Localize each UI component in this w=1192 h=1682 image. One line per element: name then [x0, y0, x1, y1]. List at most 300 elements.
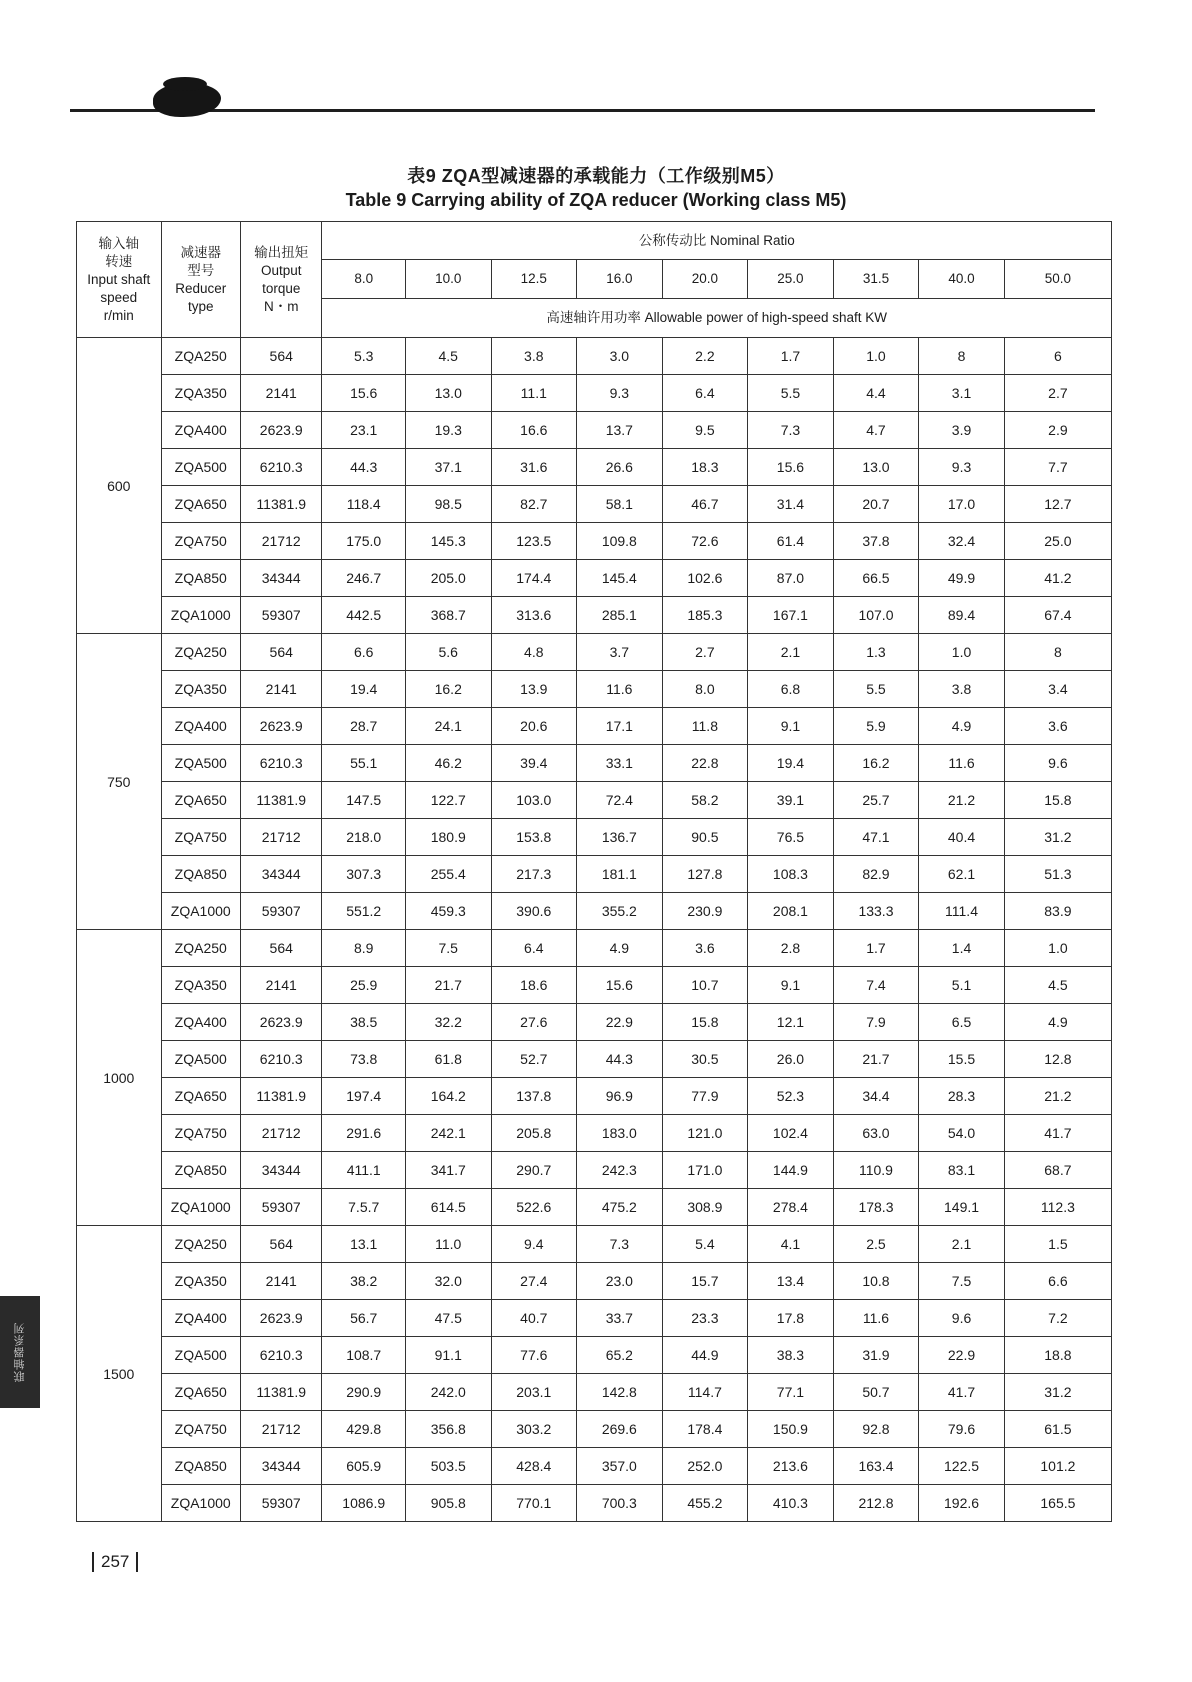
- power-value-cell: 61.8: [405, 1041, 491, 1078]
- power-value-cell: 142.8: [577, 1374, 663, 1411]
- power-value-cell: 13.0: [833, 449, 919, 486]
- power-value-cell: 459.3: [405, 893, 491, 930]
- power-value-cell: 5.3: [322, 338, 406, 375]
- power-value-cell: 341.7: [405, 1152, 491, 1189]
- power-value-cell: 307.3: [322, 856, 406, 893]
- header-rule: [70, 109, 1095, 112]
- power-value-cell: 313.6: [491, 597, 577, 634]
- power-value-cell: 217.3: [491, 856, 577, 893]
- power-value-cell: 41.2: [1004, 560, 1111, 597]
- power-value-cell: 178.4: [662, 1411, 748, 1448]
- power-value-cell: 51.3: [1004, 856, 1111, 893]
- power-value-cell: 6.6: [1004, 1263, 1111, 1300]
- power-value-cell: 40.7: [491, 1300, 577, 1337]
- power-value-cell: 37.1: [405, 449, 491, 486]
- power-value-cell: 26.0: [748, 1041, 834, 1078]
- power-value-cell: 429.8: [322, 1411, 406, 1448]
- power-value-cell: 4.7: [833, 412, 919, 449]
- power-value-cell: 2.2: [662, 338, 748, 375]
- power-value-cell: 185.3: [662, 597, 748, 634]
- power-value-cell: 3.8: [491, 338, 577, 375]
- table-row: [77, 930, 1112, 967]
- power-value-cell: 153.8: [491, 819, 577, 856]
- reducer-type-cell: ZQA400: [161, 1300, 240, 1337]
- power-value-cell: 4.9: [919, 708, 1005, 745]
- reducer-type-cell: ZQA650: [161, 486, 240, 523]
- power-value-cell: 54.0: [919, 1115, 1005, 1152]
- power-value-cell: 61.4: [748, 523, 834, 560]
- reducer-type-cell: ZQA500: [161, 745, 240, 782]
- table-body: [77, 338, 1112, 1522]
- output-torque-cell: 21712: [240, 1115, 321, 1152]
- output-torque-cell: 564: [240, 338, 321, 375]
- power-value-cell: 163.4: [833, 1448, 919, 1485]
- power-value-cell: 33.1: [577, 745, 663, 782]
- power-value-cell: 7.9: [833, 1004, 919, 1041]
- power-value-cell: 47.1: [833, 819, 919, 856]
- power-value-cell: 16.6: [491, 412, 577, 449]
- power-value-cell: 7.3: [748, 412, 834, 449]
- output-torque-cell: 6210.3: [240, 745, 321, 782]
- table-row: [77, 708, 1112, 745]
- power-value-cell: 614.5: [405, 1189, 491, 1226]
- power-value-cell: 9.4: [491, 1226, 577, 1263]
- power-value-cell: 1.5: [1004, 1226, 1111, 1263]
- power-value-cell: 6.8: [748, 671, 834, 708]
- table-row: [77, 782, 1112, 819]
- power-value-cell: 137.8: [491, 1078, 577, 1115]
- power-value-cell: 98.5: [405, 486, 491, 523]
- power-value-cell: 6.5: [919, 1004, 1005, 1041]
- capacity-table: [76, 221, 1112, 1522]
- table-row: [77, 856, 1112, 893]
- table-row: [77, 1152, 1112, 1189]
- power-value-cell: 150.9: [748, 1411, 834, 1448]
- power-value-cell: 33.7: [577, 1300, 663, 1337]
- power-value-cell: 252.0: [662, 1448, 748, 1485]
- power-value-cell: 1.3: [833, 634, 919, 671]
- reducer-type-cell: ZQA350: [161, 375, 240, 412]
- header-output-torque: 输出扭矩 Output torque N・m: [240, 222, 321, 338]
- power-value-cell: 77.1: [748, 1374, 834, 1411]
- power-value-cell: 3.8: [919, 671, 1005, 708]
- power-value-cell: 66.5: [833, 560, 919, 597]
- power-value-cell: 73.8: [322, 1041, 406, 1078]
- output-torque-cell: 564: [240, 1226, 321, 1263]
- ratio-header-cell: 50.0: [1004, 260, 1111, 299]
- power-value-cell: 3.6: [1004, 708, 1111, 745]
- power-value-cell: 83.1: [919, 1152, 1005, 1189]
- power-value-cell: 11.8: [662, 708, 748, 745]
- power-value-cell: 133.3: [833, 893, 919, 930]
- power-value-cell: 55.1: [322, 745, 406, 782]
- header-allowable-power: 高速轴许用功率 Allowable power of high-speed shaft KW: [322, 299, 1112, 338]
- ratio-header-cell: 20.0: [662, 260, 748, 299]
- header-reducer-type: 减速器 型号 Reducer type: [161, 222, 240, 338]
- table-row: [77, 1411, 1112, 1448]
- power-value-cell: 290.7: [491, 1152, 577, 1189]
- reducer-type-cell: ZQA850: [161, 1152, 240, 1189]
- power-value-cell: 49.9: [919, 560, 1005, 597]
- power-value-cell: 114.7: [662, 1374, 748, 1411]
- power-value-cell: 18.8: [1004, 1337, 1111, 1374]
- power-value-cell: 52.7: [491, 1041, 577, 1078]
- table-row: [77, 671, 1112, 708]
- power-value-cell: 41.7: [1004, 1115, 1111, 1152]
- table-row: [77, 745, 1112, 782]
- power-value-cell: 11.6: [833, 1300, 919, 1337]
- power-value-cell: 9.1: [748, 967, 834, 1004]
- power-value-cell: 118.4: [322, 486, 406, 523]
- power-value-cell: 3.6: [662, 930, 748, 967]
- power-value-cell: 12.7: [1004, 486, 1111, 523]
- power-value-cell: 551.2: [322, 893, 406, 930]
- power-value-cell: 6: [1004, 338, 1111, 375]
- power-value-cell: 28.7: [322, 708, 406, 745]
- power-value-cell: 76.5: [748, 819, 834, 856]
- power-value-cell: 5.9: [833, 708, 919, 745]
- power-value-cell: 23.1: [322, 412, 406, 449]
- power-value-cell: 38.3: [748, 1337, 834, 1374]
- power-value-cell: 62.1: [919, 856, 1005, 893]
- reducer-type-cell: ZQA650: [161, 1078, 240, 1115]
- power-value-cell: 7.2: [1004, 1300, 1111, 1337]
- output-torque-cell: 59307: [240, 597, 321, 634]
- power-value-cell: 82.7: [491, 486, 577, 523]
- table-row: [77, 1448, 1112, 1485]
- table-row: [77, 597, 1112, 634]
- power-value-cell: 1.4: [919, 930, 1005, 967]
- power-value-cell: 17.8: [748, 1300, 834, 1337]
- power-value-cell: 17.0: [919, 486, 1005, 523]
- power-value-cell: 47.5: [405, 1300, 491, 1337]
- power-value-cell: 205.0: [405, 560, 491, 597]
- power-value-cell: 269.6: [577, 1411, 663, 1448]
- table-row: [77, 1300, 1112, 1337]
- power-value-cell: 20.6: [491, 708, 577, 745]
- power-value-cell: 96.9: [577, 1078, 663, 1115]
- power-value-cell: 2.1: [919, 1226, 1005, 1263]
- power-value-cell: 58.2: [662, 782, 748, 819]
- output-torque-cell: 34344: [240, 856, 321, 893]
- power-value-cell: 1.0: [1004, 930, 1111, 967]
- reducer-type-cell: ZQA350: [161, 671, 240, 708]
- table-row: [77, 634, 1112, 671]
- power-value-cell: 65.2: [577, 1337, 663, 1374]
- output-torque-cell: 2141: [240, 375, 321, 412]
- reducer-type-cell: ZQA1000: [161, 1189, 240, 1226]
- power-value-cell: 167.1: [748, 597, 834, 634]
- power-value-cell: 82.9: [833, 856, 919, 893]
- power-value-cell: 25.0: [1004, 523, 1111, 560]
- power-value-cell: 102.4: [748, 1115, 834, 1152]
- power-value-cell: 25.7: [833, 782, 919, 819]
- power-value-cell: 91.1: [405, 1337, 491, 1374]
- reducer-type-cell: ZQA500: [161, 1041, 240, 1078]
- power-value-cell: 218.0: [322, 819, 406, 856]
- output-torque-cell: 59307: [240, 1189, 321, 1226]
- power-value-cell: 411.1: [322, 1152, 406, 1189]
- power-value-cell: 27.4: [491, 1263, 577, 1300]
- header-nominal-ratio: 公称传动比 Nominal Ratio: [322, 222, 1112, 260]
- power-value-cell: 410.3: [748, 1485, 834, 1522]
- power-value-cell: 147.5: [322, 782, 406, 819]
- input-speed-cell: 1000: [77, 930, 162, 1226]
- power-value-cell: 1.7: [833, 930, 919, 967]
- power-value-cell: 278.4: [748, 1189, 834, 1226]
- power-value-cell: 9.6: [919, 1300, 1005, 1337]
- power-value-cell: 9.3: [577, 375, 663, 412]
- power-value-cell: 92.8: [833, 1411, 919, 1448]
- power-value-cell: 20.7: [833, 486, 919, 523]
- power-value-cell: 19.4: [748, 745, 834, 782]
- power-value-cell: 12.8: [1004, 1041, 1111, 1078]
- reducer-type-cell: ZQA1000: [161, 597, 240, 634]
- power-value-cell: 1.7: [748, 338, 834, 375]
- power-value-cell: 9.5: [662, 412, 748, 449]
- power-value-cell: 6.4: [662, 375, 748, 412]
- table-title-english: Table 9 Carrying ability of ZQA reducer (Working class M5): [345, 190, 847, 210]
- power-value-cell: 175.0: [322, 523, 406, 560]
- reducer-type-cell: ZQA750: [161, 1115, 240, 1152]
- power-value-cell: 8.9: [322, 930, 406, 967]
- output-torque-cell: 34344: [240, 1448, 321, 1485]
- power-value-cell: 7.4: [833, 967, 919, 1004]
- power-value-cell: 24.1: [405, 708, 491, 745]
- power-value-cell: 52.3: [748, 1078, 834, 1115]
- power-value-cell: 355.2: [577, 893, 663, 930]
- table-row: [77, 486, 1112, 523]
- table-title-chinese: 表9 ZQA型减速器的承载能力（工作级别M5）: [407, 166, 785, 186]
- power-value-cell: 242.3: [577, 1152, 663, 1189]
- power-value-cell: 46.2: [405, 745, 491, 782]
- power-value-cell: 32.4: [919, 523, 1005, 560]
- power-value-cell: 11.1: [491, 375, 577, 412]
- power-value-cell: 178.3: [833, 1189, 919, 1226]
- output-torque-cell: 6210.3: [240, 1041, 321, 1078]
- power-value-cell: 15.8: [662, 1004, 748, 1041]
- power-value-cell: 4.9: [577, 930, 663, 967]
- power-value-cell: 203.1: [491, 1374, 577, 1411]
- power-value-cell: 2.7: [1004, 375, 1111, 412]
- page-number: 257: [92, 1552, 138, 1572]
- power-value-cell: 108.7: [322, 1337, 406, 1374]
- power-value-cell: 110.9: [833, 1152, 919, 1189]
- power-value-cell: 12.1: [748, 1004, 834, 1041]
- ratio-header-cell: 16.0: [577, 260, 663, 299]
- power-value-cell: 112.3: [1004, 1189, 1111, 1226]
- power-value-cell: 23.3: [662, 1300, 748, 1337]
- power-value-cell: 6.6: [322, 634, 406, 671]
- power-value-cell: 770.1: [491, 1485, 577, 1522]
- power-value-cell: 605.9: [322, 1448, 406, 1485]
- power-value-cell: 56.7: [322, 1300, 406, 1337]
- reducer-type-cell: ZQA250: [161, 338, 240, 375]
- power-value-cell: 15.6: [748, 449, 834, 486]
- ratio-header-cell: 40.0: [919, 260, 1005, 299]
- power-value-cell: 30.5: [662, 1041, 748, 1078]
- power-value-cell: 23.0: [577, 1263, 663, 1300]
- input-speed-cell: 750: [77, 634, 162, 930]
- power-value-cell: 905.8: [405, 1485, 491, 1522]
- table-row: [77, 375, 1112, 412]
- power-value-cell: 5.6: [405, 634, 491, 671]
- power-value-cell: 5.4: [662, 1226, 748, 1263]
- power-value-cell: 442.5: [322, 597, 406, 634]
- power-value-cell: 10.8: [833, 1263, 919, 1300]
- reducer-type-cell: ZQA350: [161, 967, 240, 1004]
- power-value-cell: 17.1: [577, 708, 663, 745]
- power-value-cell: 4.5: [405, 338, 491, 375]
- output-torque-cell: 21712: [240, 523, 321, 560]
- power-value-cell: 9.1: [748, 708, 834, 745]
- output-torque-cell: 34344: [240, 560, 321, 597]
- power-value-cell: 455.2: [662, 1485, 748, 1522]
- input-speed-cell: 1500: [77, 1226, 162, 1522]
- power-value-cell: 19.4: [322, 671, 406, 708]
- power-value-cell: 22.9: [919, 1337, 1005, 1374]
- power-value-cell: 9.3: [919, 449, 1005, 486]
- power-value-cell: 368.7: [405, 597, 491, 634]
- power-value-cell: 31.2: [1004, 1374, 1111, 1411]
- reducer-type-cell: ZQA250: [161, 634, 240, 671]
- power-value-cell: 1.0: [833, 338, 919, 375]
- power-value-cell: 13.0: [405, 375, 491, 412]
- power-value-cell: 174.4: [491, 560, 577, 597]
- power-value-cell: 32.0: [405, 1263, 491, 1300]
- output-torque-cell: 59307: [240, 1485, 321, 1522]
- table-row: [77, 338, 1112, 375]
- power-value-cell: 145.4: [577, 560, 663, 597]
- table-row: [77, 1226, 1112, 1263]
- power-value-cell: 7.5: [919, 1263, 1005, 1300]
- power-value-cell: 7.3: [577, 1226, 663, 1263]
- power-value-cell: 25.9: [322, 967, 406, 1004]
- power-value-cell: 26.6: [577, 449, 663, 486]
- reducer-type-cell: ZQA850: [161, 856, 240, 893]
- reducer-type-cell: ZQA1000: [161, 1485, 240, 1522]
- power-value-cell: 39.1: [748, 782, 834, 819]
- power-value-cell: 3.7: [577, 634, 663, 671]
- power-value-cell: 44.3: [577, 1041, 663, 1078]
- reducer-type-cell: ZQA250: [161, 930, 240, 967]
- power-value-cell: 21.2: [919, 782, 1005, 819]
- power-value-cell: 10.7: [662, 967, 748, 1004]
- power-value-cell: 18.6: [491, 967, 577, 1004]
- power-value-cell: 136.7: [577, 819, 663, 856]
- power-value-cell: 107.0: [833, 597, 919, 634]
- table-row: [77, 967, 1112, 1004]
- power-value-cell: 77.9: [662, 1078, 748, 1115]
- power-value-cell: 90.5: [662, 819, 748, 856]
- side-tab: [0, 1296, 40, 1408]
- reducer-type-cell: ZQA350: [161, 1263, 240, 1300]
- output-torque-cell: 11381.9: [240, 782, 321, 819]
- power-value-cell: 15.6: [322, 375, 406, 412]
- power-value-cell: 522.6: [491, 1189, 577, 1226]
- power-value-cell: 2.8: [748, 930, 834, 967]
- power-value-cell: 19.3: [405, 412, 491, 449]
- power-value-cell: 5.5: [748, 375, 834, 412]
- power-value-cell: 11.6: [919, 745, 1005, 782]
- input-speed-cell: 600: [77, 338, 162, 634]
- power-value-cell: 46.7: [662, 486, 748, 523]
- power-value-cell: 79.6: [919, 1411, 1005, 1448]
- ratio-header-cell: 8.0: [322, 260, 406, 299]
- power-value-cell: 31.6: [491, 449, 577, 486]
- power-value-cell: 7.5.7: [322, 1189, 406, 1226]
- power-value-cell: 11.0: [405, 1226, 491, 1263]
- output-torque-cell: 59307: [240, 893, 321, 930]
- power-value-cell: 16.2: [405, 671, 491, 708]
- table-row: [77, 560, 1112, 597]
- power-value-cell: 13.1: [322, 1226, 406, 1263]
- power-value-cell: 50.7: [833, 1374, 919, 1411]
- reducer-type-cell: ZQA650: [161, 782, 240, 819]
- power-value-cell: 18.3: [662, 449, 748, 486]
- ratio-header-cell: 10.0: [405, 260, 491, 299]
- table-row: [77, 1374, 1112, 1411]
- table-row: [77, 412, 1112, 449]
- power-value-cell: 68.7: [1004, 1152, 1111, 1189]
- power-value-cell: 5.5: [833, 671, 919, 708]
- power-value-cell: 145.3: [405, 523, 491, 560]
- power-value-cell: 4.4: [833, 375, 919, 412]
- power-value-cell: 181.1: [577, 856, 663, 893]
- reducer-type-cell: ZQA250: [161, 1226, 240, 1263]
- power-value-cell: 205.8: [491, 1115, 577, 1152]
- table-row: [77, 1337, 1112, 1374]
- power-value-cell: 108.3: [748, 856, 834, 893]
- power-value-cell: 28.3: [919, 1078, 1005, 1115]
- power-value-cell: 41.7: [919, 1374, 1005, 1411]
- power-value-cell: 164.2: [405, 1078, 491, 1115]
- power-value-cell: 4.5: [1004, 967, 1111, 1004]
- power-value-cell: 103.0: [491, 782, 577, 819]
- power-value-cell: 22.8: [662, 745, 748, 782]
- power-value-cell: 180.9: [405, 819, 491, 856]
- power-value-cell: 8: [919, 338, 1005, 375]
- power-value-cell: 475.2: [577, 1189, 663, 1226]
- power-value-cell: 2.5: [833, 1226, 919, 1263]
- power-value-cell: 61.5: [1004, 1411, 1111, 1448]
- power-value-cell: 37.8: [833, 523, 919, 560]
- power-value-cell: 16.2: [833, 745, 919, 782]
- reducer-type-cell: ZQA400: [161, 412, 240, 449]
- power-value-cell: 101.2: [1004, 1448, 1111, 1485]
- power-value-cell: 44.9: [662, 1337, 748, 1374]
- power-value-cell: 165.5: [1004, 1485, 1111, 1522]
- power-value-cell: 6.4: [491, 930, 577, 967]
- reducer-type-cell: ZQA400: [161, 708, 240, 745]
- power-value-cell: 390.6: [491, 893, 577, 930]
- power-value-cell: 285.1: [577, 597, 663, 634]
- power-value-cell: 122.5: [919, 1448, 1005, 1485]
- power-value-cell: 31.9: [833, 1337, 919, 1374]
- power-value-cell: 89.4: [919, 597, 1005, 634]
- power-value-cell: 83.9: [1004, 893, 1111, 930]
- reducer-type-cell: ZQA850: [161, 560, 240, 597]
- power-value-cell: 15.7: [662, 1263, 748, 1300]
- power-value-cell: 3.0: [577, 338, 663, 375]
- power-value-cell: 31.2: [1004, 819, 1111, 856]
- power-value-cell: 122.7: [405, 782, 491, 819]
- power-value-cell: 111.4: [919, 893, 1005, 930]
- power-value-cell: 3.4: [1004, 671, 1111, 708]
- power-value-cell: 39.4: [491, 745, 577, 782]
- power-value-cell: 11.6: [577, 671, 663, 708]
- table-row: [77, 893, 1112, 930]
